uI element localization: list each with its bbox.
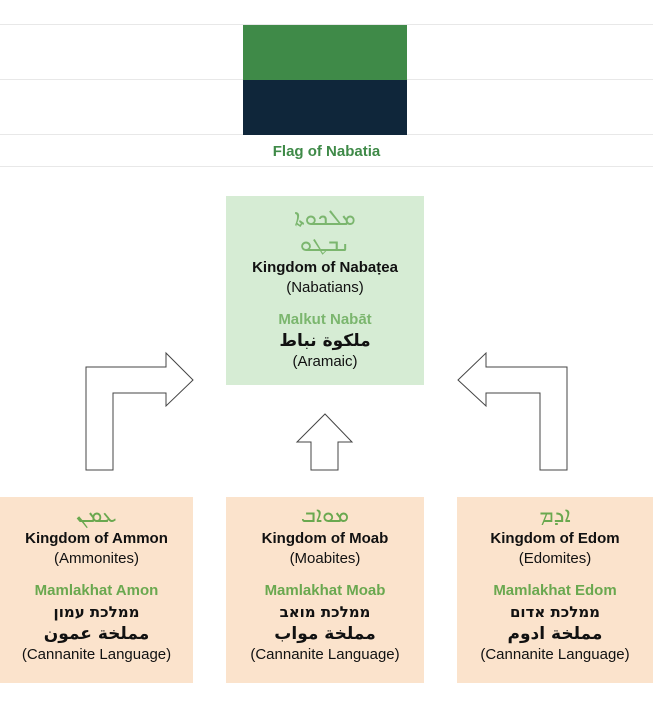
arrow-right-elbow bbox=[458, 353, 567, 470]
nabatean-script-line1: ܡܠܟܘܬܐ bbox=[294, 206, 356, 231]
moab-title: Kingdom of Moab bbox=[261, 530, 389, 547]
edom-hebrew: ממלכת אדום bbox=[509, 603, 601, 621]
ammon-hebrew: ממלכת עמון bbox=[53, 603, 140, 621]
edom-native-name: Mamlakhat Edom bbox=[493, 582, 617, 599]
edom-language: (Cannanite Language) bbox=[480, 646, 630, 663]
nabatea-title: Kingdom of Nabaṭea bbox=[252, 259, 398, 276]
arrow-up bbox=[297, 414, 352, 470]
edom-arabic: مملخة ادوم bbox=[507, 624, 603, 644]
edom-people: (Edomites) bbox=[518, 550, 592, 567]
ammon-script: ܥܡܢ bbox=[76, 503, 117, 528]
nabatea-language: (Aramaic) bbox=[292, 353, 358, 370]
nabatea-people: (Nabatians) bbox=[286, 279, 364, 296]
ammon-title: Kingdom of Ammon bbox=[25, 530, 168, 547]
ammon-language: (Cannanite Language) bbox=[21, 646, 172, 663]
box-moab bbox=[226, 497, 424, 683]
arrow-left-elbow bbox=[86, 353, 193, 470]
moab-people: (Moabites) bbox=[289, 550, 361, 567]
moab-native-name: Mamlakhat Moab bbox=[264, 582, 386, 599]
ammon-native-name: Mamlakhat Amon bbox=[34, 582, 159, 599]
moab-arabic: مملخة مواب bbox=[274, 624, 376, 644]
nabatean-script-line2: ܢܒܛܘ bbox=[299, 232, 351, 257]
ammon-arabic: مملخة عمون bbox=[43, 624, 150, 644]
box-ammon bbox=[0, 497, 193, 683]
flag-caption: Flag of Nabatia bbox=[272, 143, 381, 160]
moab-language: (Cannanite Language) bbox=[250, 646, 400, 663]
nabatea-native-name: Malkut Nabāt bbox=[278, 311, 372, 328]
moab-script: ܡܘܐܒ bbox=[300, 503, 350, 528]
ammon-people: (Ammonites) bbox=[53, 550, 139, 567]
edom-script: ܐܕܡ bbox=[539, 503, 571, 528]
box-edom bbox=[457, 497, 653, 683]
edom-title: Kingdom of Edom bbox=[490, 530, 620, 547]
moab-hebrew: ממלכת מואב bbox=[279, 603, 371, 621]
box-nabatea bbox=[226, 196, 424, 385]
nabatea-arabic: ملكوة نباط bbox=[279, 331, 371, 351]
